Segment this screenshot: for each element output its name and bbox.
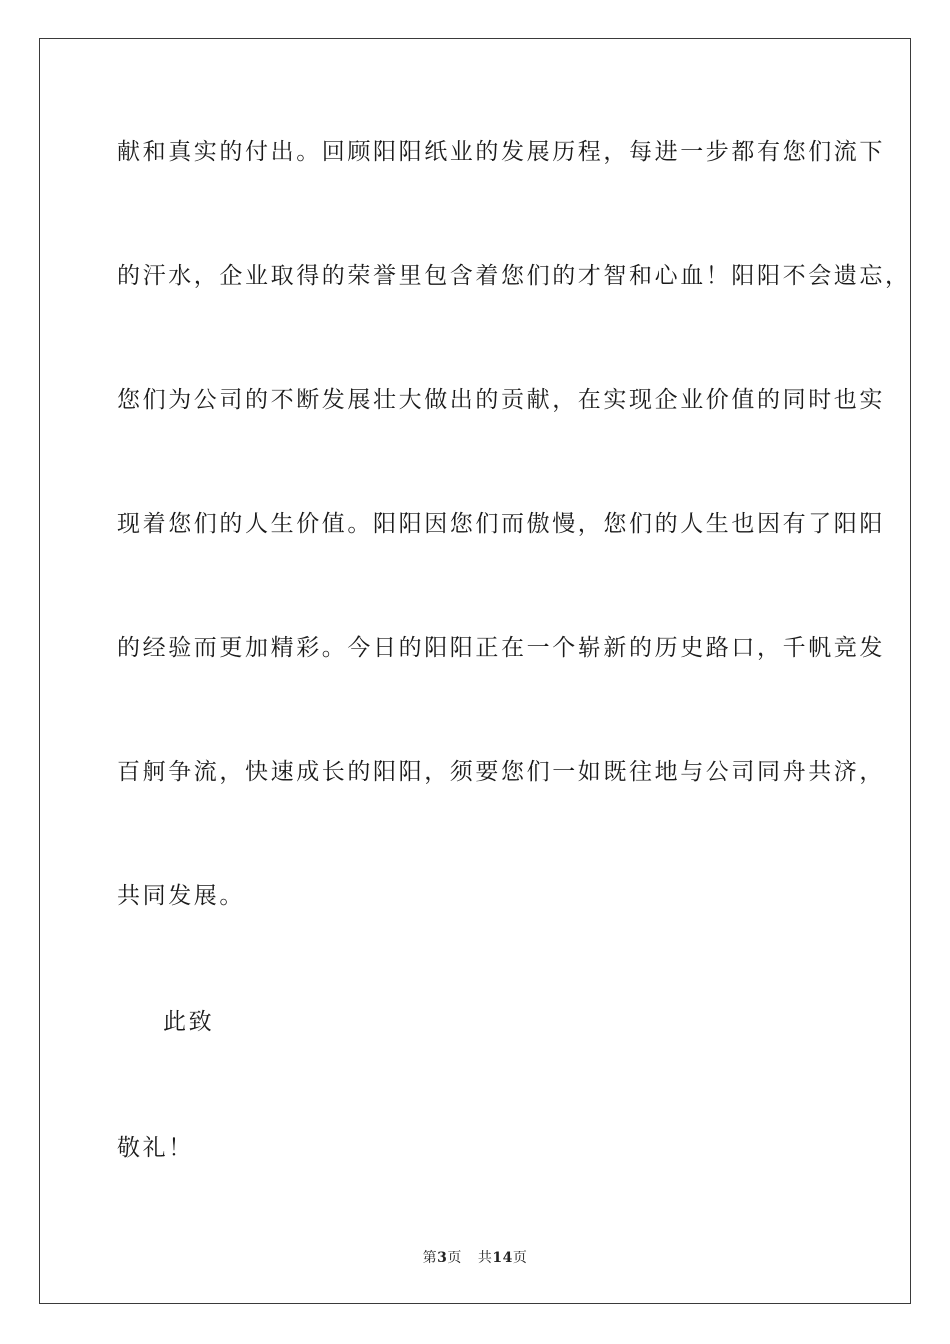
page-border [39,38,911,1304]
body-line-2: 的汗水，企业取得的荣誉里包含着您们的才智和心血！阳阳不会遗忘， [117,263,911,289]
body-line-3: 您们为公司的不断发展壮大做出的贡献，在实现企业价值的同时也实 [117,387,885,413]
body-line-7: 共同发展。 [117,883,245,909]
body-line-5: 的经验而更加精彩。今日的阳阳正在一个崭新的历史路口，千帆竞发 [117,635,885,661]
closing-text: 此致 [163,1009,215,1035]
page-number: 3 [437,1250,448,1266]
total-pages: 14 [492,1250,513,1266]
body-line-4: 现着您们的人生价值。阳阳因您们而傲慢，您们的人生也因有了阳阳 [117,511,885,537]
body-line-6: 百舸争流，快速成长的阳阳，须要您们一如既往地与公司同舟共济， [117,759,885,785]
total-suffix: 页 [512,1250,528,1266]
salutation-text: 敬礼！ [117,1135,194,1161]
total-prefix: 共 [477,1250,493,1266]
body-line-1: 献和真实的付出。回顾阳阳纸业的发展历程，每进一步都有您们流下 [117,139,885,165]
page-suffix: 页 [447,1250,462,1266]
page-footer [0,1247,950,1267]
page-prefix: 第 [422,1250,438,1266]
